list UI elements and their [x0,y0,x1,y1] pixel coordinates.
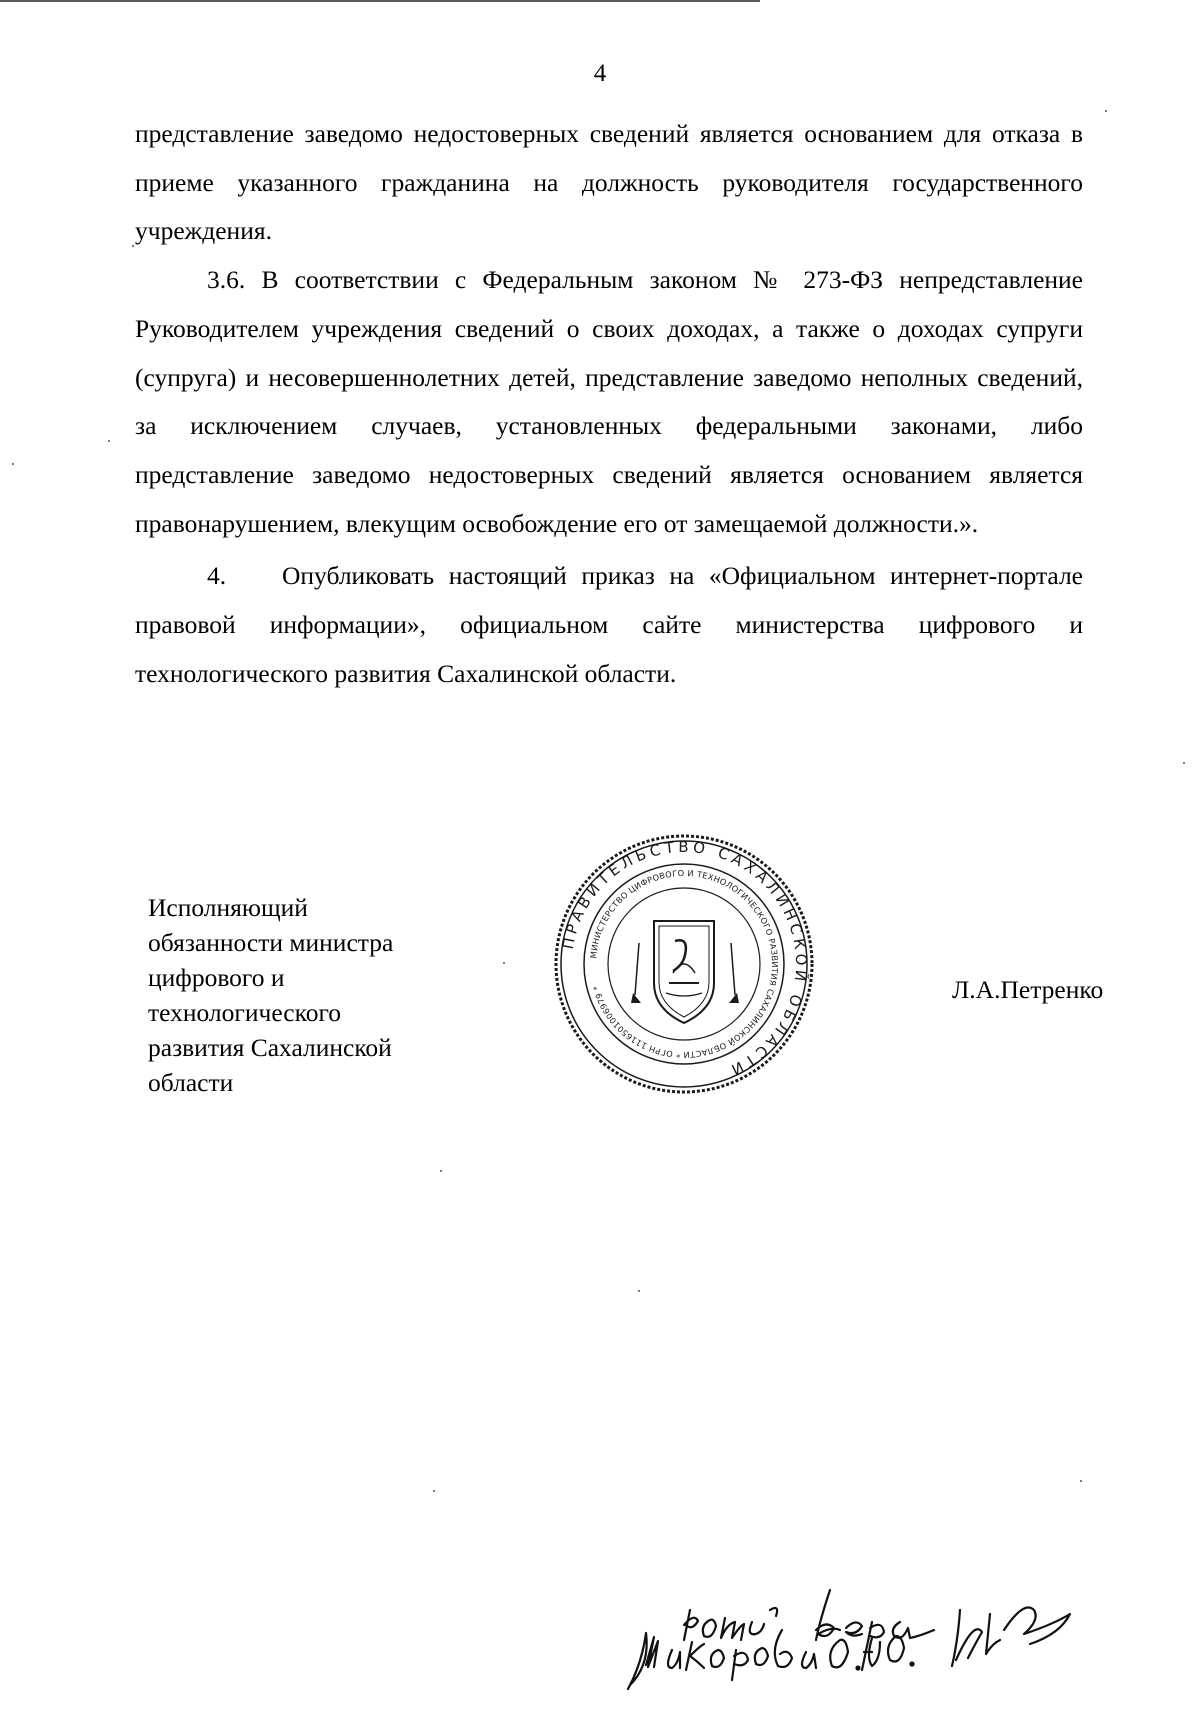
scan-speck [1183,762,1185,764]
official-seal [553,833,815,1095]
scan-speck [433,1490,435,1492]
top-scan-edge [0,0,760,2]
seal-inner-text: МИНИСТЕРСТВО ЦИФРОВОГО И ТЕХНОЛОГИЧЕСКОГО РАЗВИТИЯ САХАЛИНСКОЙ ОБЛАСТИ * ОГРН 1116501006979 * [588,867,781,1061]
handwritten-certification [610,1570,1130,1710]
signer-position-line: технологического [148,998,342,1027]
signer-position-line: развития Сахалинской [148,1033,392,1062]
signer-name: Л.А.Петренко [952,975,1104,1004]
scan-speck [440,1170,442,1172]
signer-position-line: обязанности министра [148,928,394,957]
paragraph-continuation: представление заведомо недостоверных сведений является основанием для отказа в приеме указанного гражданина на должность руководителя государственного учреждения. [135,119,1083,246]
signer-position [148,890,448,1100]
page-number: 4 [593,60,607,87]
scan-speck [1105,110,1107,112]
signer-position-line: области [148,1068,234,1097]
paragraph-3-6: 3.6. В соответствии с Федеральным законом № 273-ФЗ непредставление Руководителем учреждения сведений о своих доходах, а также о доходах супруги (супруга) и несовершеннолетних детей, представление заведомо неполных сведений, за исключением случаев, установленных федеральными законами, либо представление заведомо недостоверных сведений является основанием является правонарушением, влекущим освобождение его от замещаемой должности.». [135,265,1083,538]
paragraph-4-text: Опубликовать настоящий приказ на «Официальном интернет-портале правовой информации», официальном сайте министерства цифрового и технологического развития Сахалинской области. [135,561,1083,688]
coat-of-arms-icon [631,921,739,1023]
paragraph-4 [135,552,1083,698]
scan-speck [12,463,14,465]
seal-outer-text: ПРАВИТЕЛЬСТВО САХАЛИНСКОЙ ОБЛАСТИ [558,837,811,1081]
paragraph-4-number: 4. [207,561,227,591]
scan-speck [132,245,134,247]
signer-position-line: цифрового и [148,963,285,992]
signer-position-line: Исполняющий [148,893,308,922]
scan-speck [1080,1480,1082,1482]
document-body [135,110,1083,698]
scan-speck [108,440,110,442]
scan-speck [503,962,505,964]
scan-speck [638,1290,640,1292]
